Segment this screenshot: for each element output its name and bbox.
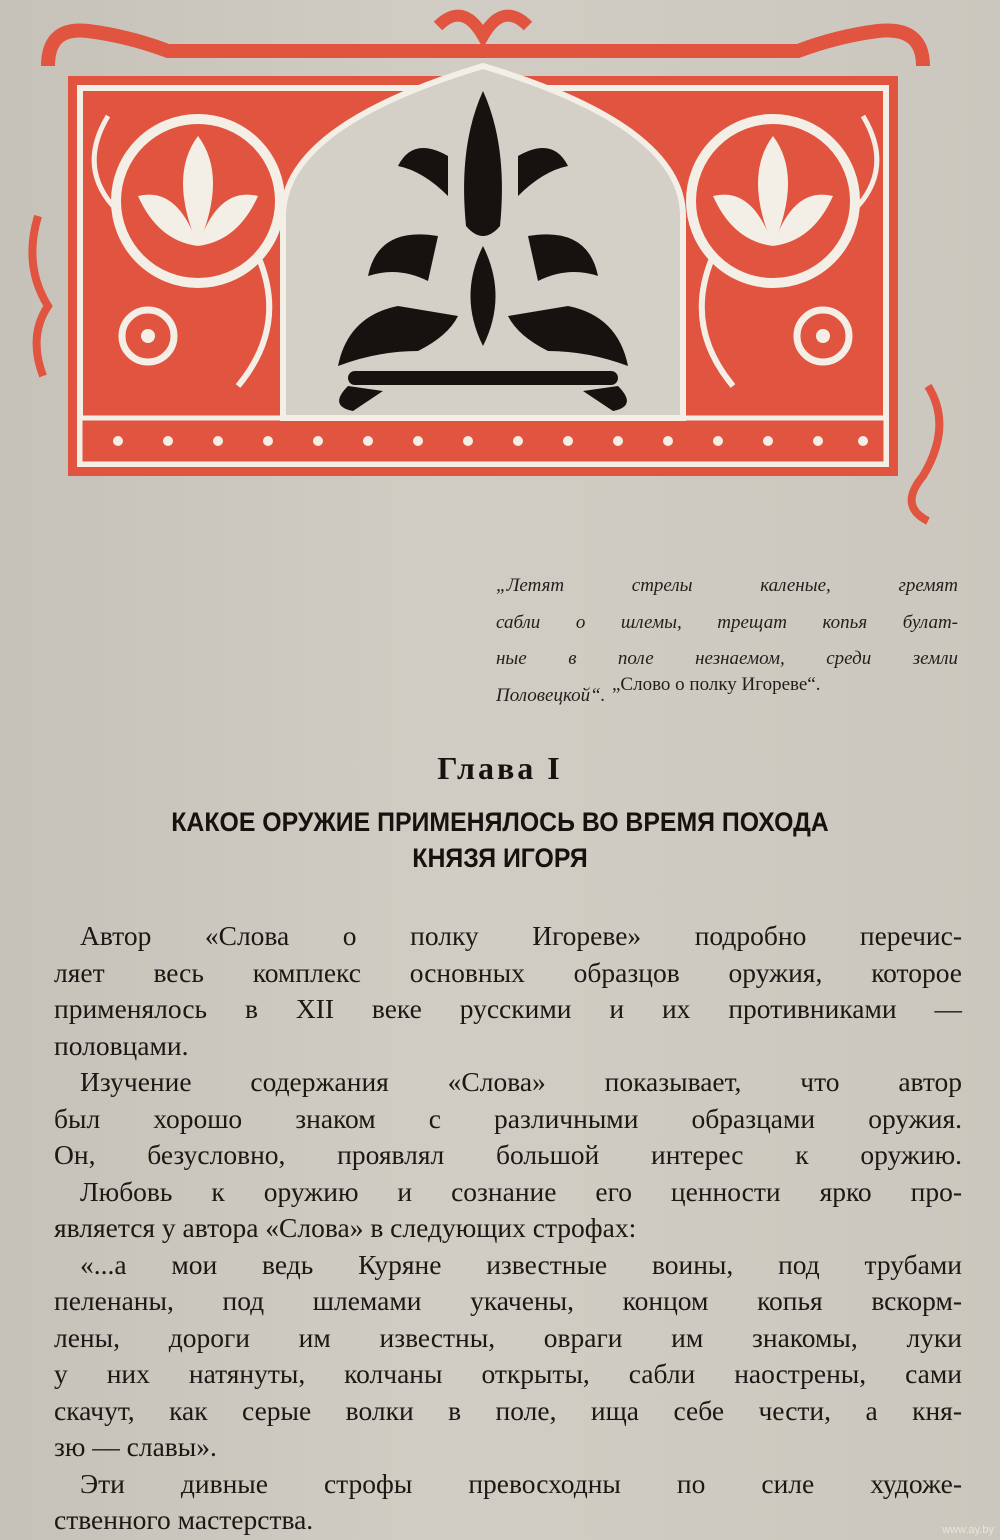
chapter-title — [77, 804, 923, 876]
quote-line: лены, дороги им известны, овраги им знакомы, луки — [54, 1321, 962, 1353]
chapter-title-line: КАКОЕ ОРУЖИЕ ПРИМЕНЯЛОСЬ ВО ВРЕМЯ ПОХОДА — [171, 807, 829, 837]
paragraph-line: был хорошо знаком с различными образцами оружия. — [54, 1102, 962, 1134]
paragraph-line: Он, безусловно, проявлял большой интерес к оружию. — [54, 1139, 962, 1170]
chapter-label: Глава I — [437, 750, 563, 786]
paragraph-line: половцами. — [54, 1029, 189, 1061]
quote-line: зю — славы». — [54, 1431, 217, 1462]
paragraph-line: применялось в XII веке русскими и их противниками — — [54, 993, 962, 1024]
paragraph-line: ляет весь комплекс основных образцов оружия, которое — [54, 956, 962, 988]
paragraph-line: Эти дивные строфы превосходны по силе художе- — [80, 1467, 962, 1499]
ornamental-headpiece-image — [18, 6, 953, 526]
epigraph-line: „Летят стрелы каленые, гремят — [496, 575, 958, 596]
epigraph-line: Половецкой“. — [496, 684, 606, 706]
epigraph-line: сабли о шлемы, трещат копья булат- — [496, 611, 958, 633]
quote-line: пеленаны, под шлемами укачены, концом копья вскорм- — [54, 1285, 962, 1316]
body-text — [54, 918, 962, 1539]
paragraph-line: Любовь к оружию и сознание его ценности ярко про- — [80, 1175, 962, 1207]
epigraph-line: ные в поле незнаемом, среди земли — [496, 648, 958, 669]
epigraph-source: „Слово о полку Игореве“. — [612, 674, 821, 695]
watermark: www.ay.by — [942, 1524, 994, 1536]
epigraph — [496, 574, 958, 720]
paragraph-line: ственного мастерства. — [54, 1504, 314, 1535]
chapter-title-line: КНЯЗЯ ИГОРЯ — [412, 843, 588, 873]
paragraph-line: является у автора «Слова» в следующих строфах: — [54, 1212, 637, 1243]
quote-line: скачут, как серые волки в поле, ища себе чести, а кня- — [54, 1394, 962, 1426]
quote-line: у них натянуты, колчаны открыты, сабли наострены, сами — [54, 1358, 962, 1389]
paragraph-line: Изучение содержания «Слова» показывает, что автор — [80, 1066, 962, 1097]
quote-line: «...а мои ведь Куряне известные воины, под трубами — [80, 1248, 962, 1280]
paragraph-line: Автор «Слова о полку Игореве» подробно перечис- — [80, 920, 962, 951]
